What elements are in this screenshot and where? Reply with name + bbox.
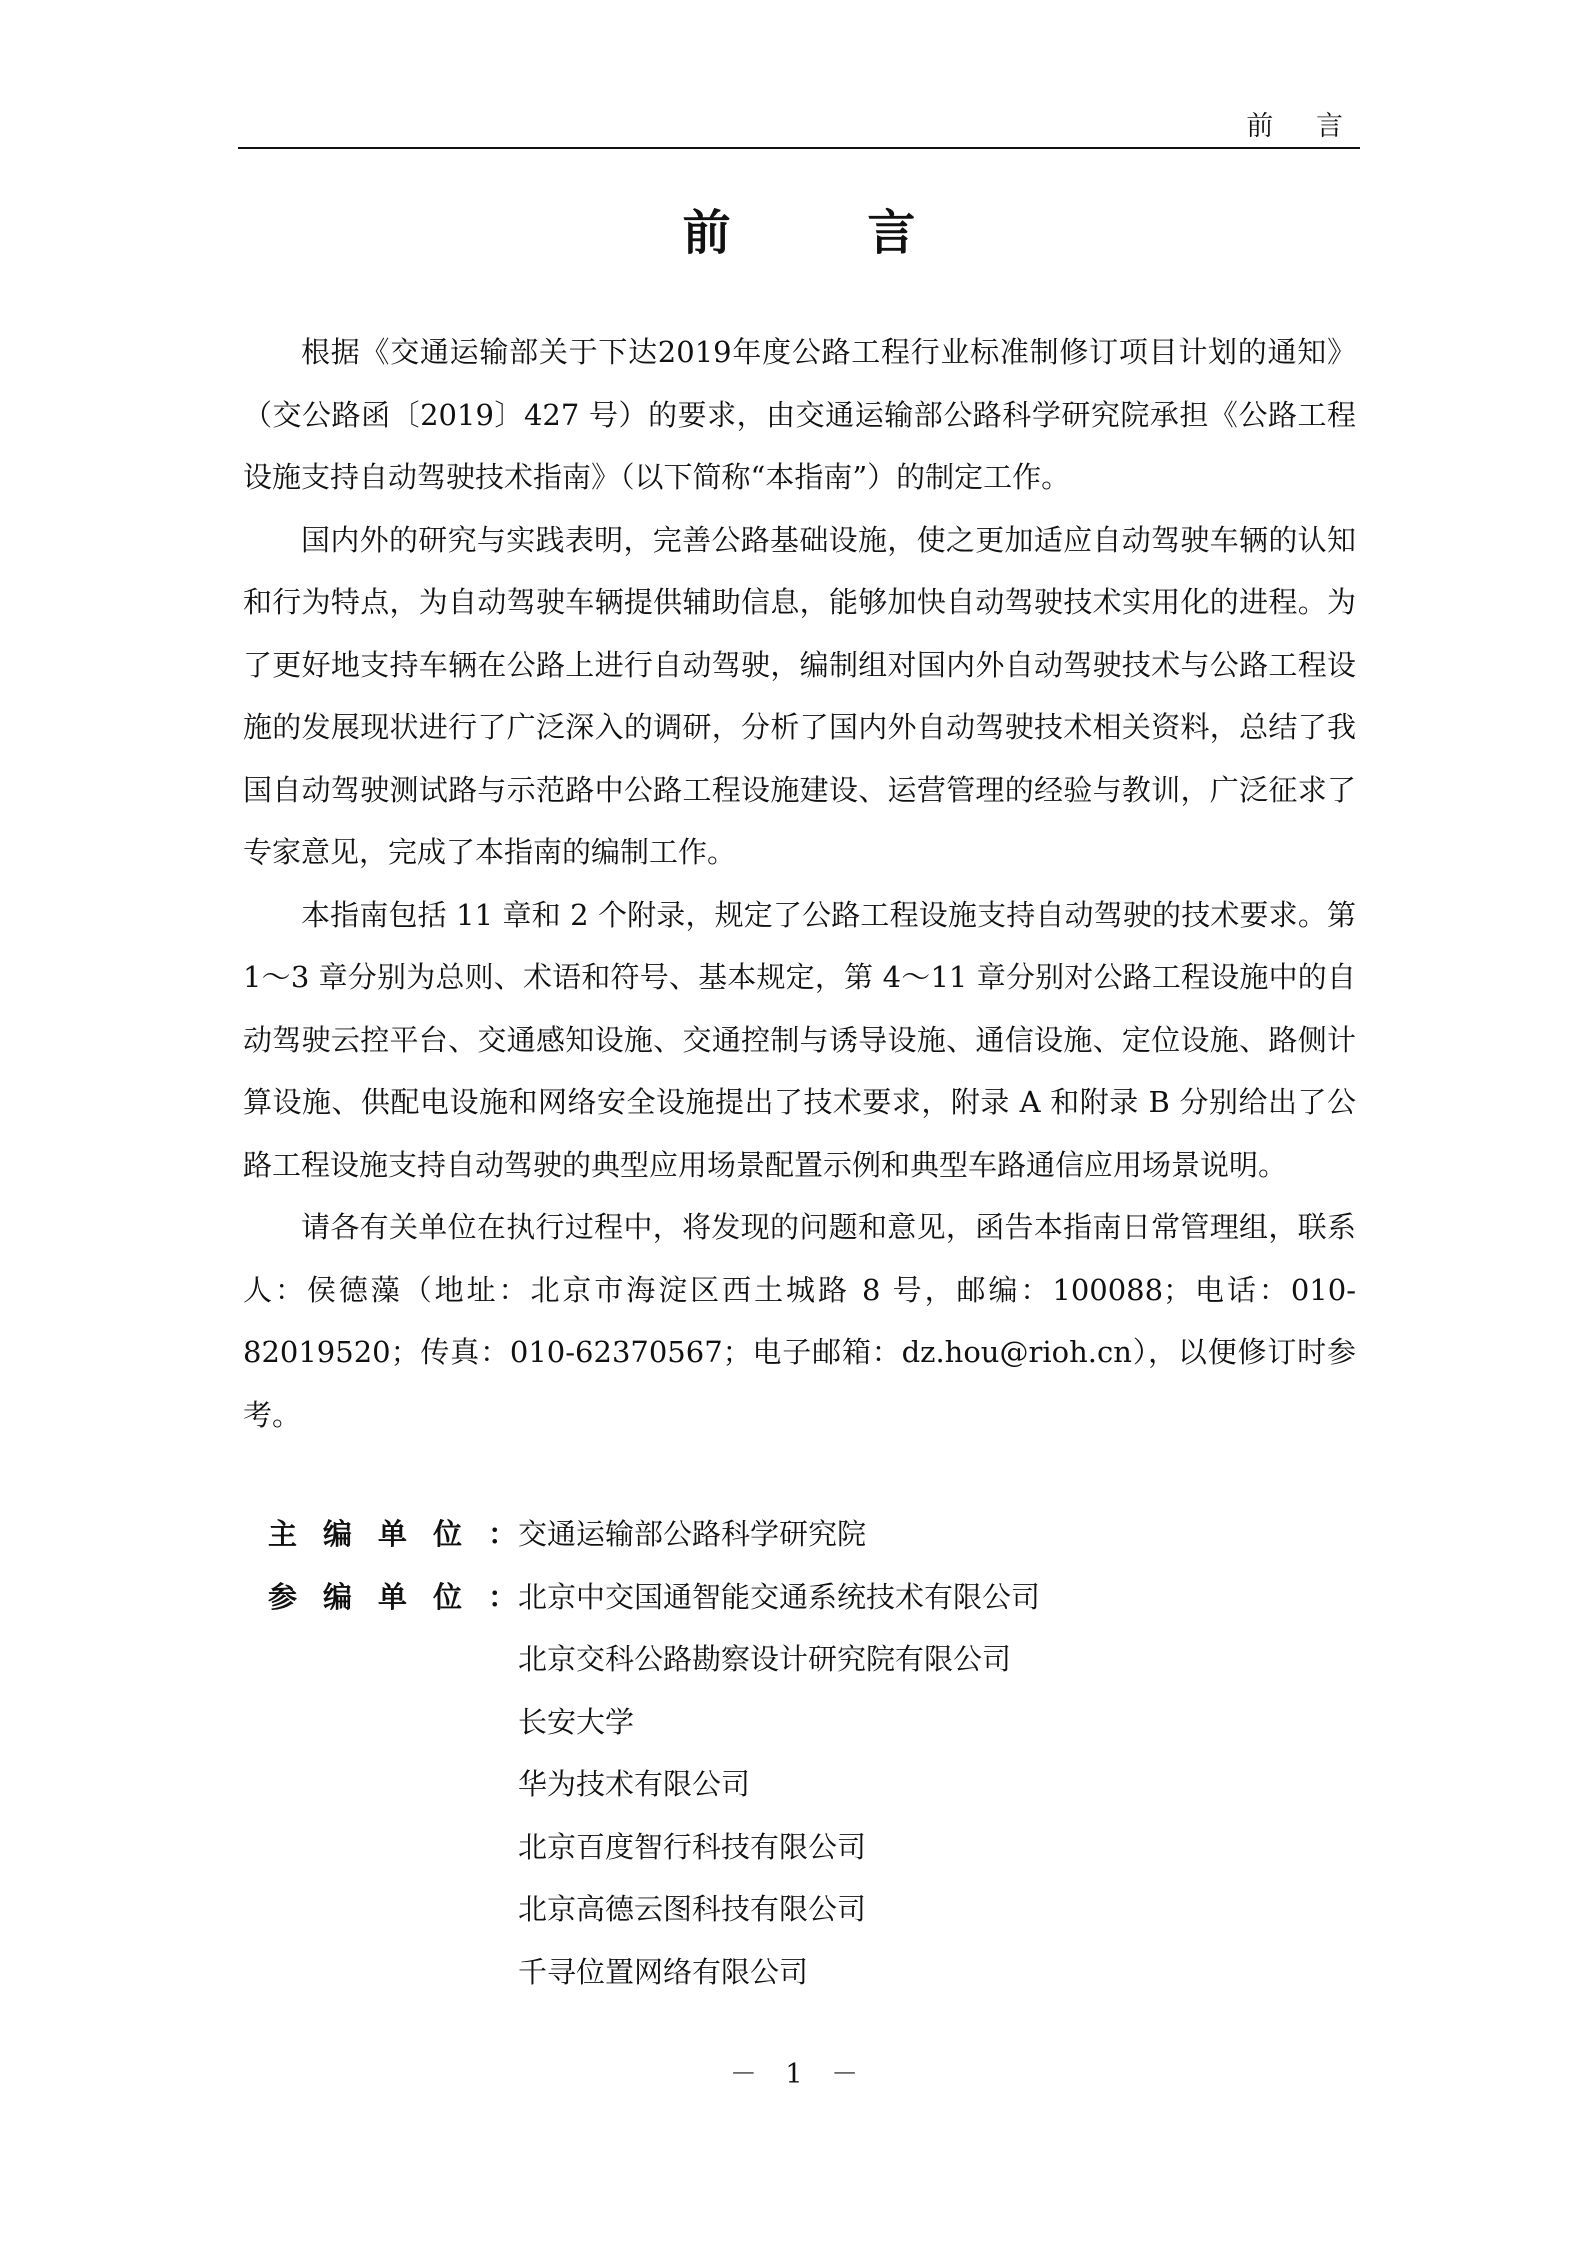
participating-units-row (268, 1566, 1040, 2004)
participating-unit: 北京中交国通智能交通系统技术有限公司 (518, 1579, 1041, 1614)
paragraph-research: 国内外的研究与实践表明，完善公路基础设施，使之更加适应自动驾驶车辆的认知和行为特点，为自动驾驶车辆提供辅助信息，能够加快自动驾驶技术实用化的进程。为了更好地支持车辆在公路上进行自动驾驶，编制组对国内外自动驾驶技术与公路工程设施的发展现状进行了广泛深入的调研，分析了国内外自动驾驶技术相关资料，总结了我国自动驾驶测试路与示范路中公路工程设施建设、运营管理的经验与教训，广泛征求了专家意见，完成了本指南的编制工作。 (243, 522, 1356, 869)
participating-units-list (518, 1566, 1040, 2004)
chief-unit-list (518, 1503, 866, 1566)
participating-unit: 北京交科公路勘察设计研究院有限公司 (518, 1642, 1012, 1676)
participating-units-label: 参编单位： (268, 1579, 544, 1614)
paragraph-background: 根据《交通运输部关于下达2019年度公路工程行业标准制修订项目计划的通知》（交公路函〔2019〕427 号）的要求，由交通运输部公路科学研究院承担《公路工程设施支持自动驾驶技术指南》（以下简称“本指南”）的制定工作。 (243, 335, 1356, 494)
page-title: 前 言 (682, 205, 976, 261)
header-divider (238, 147, 1360, 149)
paragraph-contents: 本指南包括 11 章和 2 个附录，规定了公路工程设施支持自动驾驶的技术要求。第 1～3 章分别为总则、术语和符号、基本规定，第 4～11 章分别对公路工程设施中的自动驾驶云控平台、交通感知设施、交通控制与诱导设施、通信设施、定位设施、路侧计算设施、供配电设施和网络安全设施提出了技术要求，附录 A 和附录 B 分别给出了公路工程设施支持自动驾驶的典型应用场景配置示例和典型车路通信应用场景说明。 (243, 897, 1356, 1182)
participating-unit: 长安大学 (518, 1704, 635, 1739)
participating-unit: 北京高德云图科技有限公司 (518, 1892, 867, 1926)
chief-unit-name: 交通运输部公路科学研究院 (518, 1517, 867, 1551)
chief-unit-label: 主编单位： (268, 1517, 544, 1551)
drafting-units (268, 1503, 1040, 2003)
running-header: 前 言 (1246, 111, 1360, 142)
preface-body (243, 321, 1356, 1446)
paragraph-contact: 请各有关单位在执行过程中，将发现的问题和意见，函告本指南日常管理组，联系人：侯德藻（地址：北京市海淀区西土城路 8 号，邮编：100088；电话：010-82019520；传真：010-62370567；电子邮箱：dz.hou@rioh.cn），以便修订时参考。 (243, 1210, 1356, 1432)
participating-unit: 千寻位置网络有限公司 (518, 1954, 809, 1989)
page-number: － 1 － (729, 2059, 869, 2090)
chief-unit-row (268, 1503, 1040, 1566)
participating-unit: 华为技术有限公司 (518, 1767, 751, 1801)
participating-unit: 北京百度智行科技有限公司 (518, 1829, 867, 1864)
